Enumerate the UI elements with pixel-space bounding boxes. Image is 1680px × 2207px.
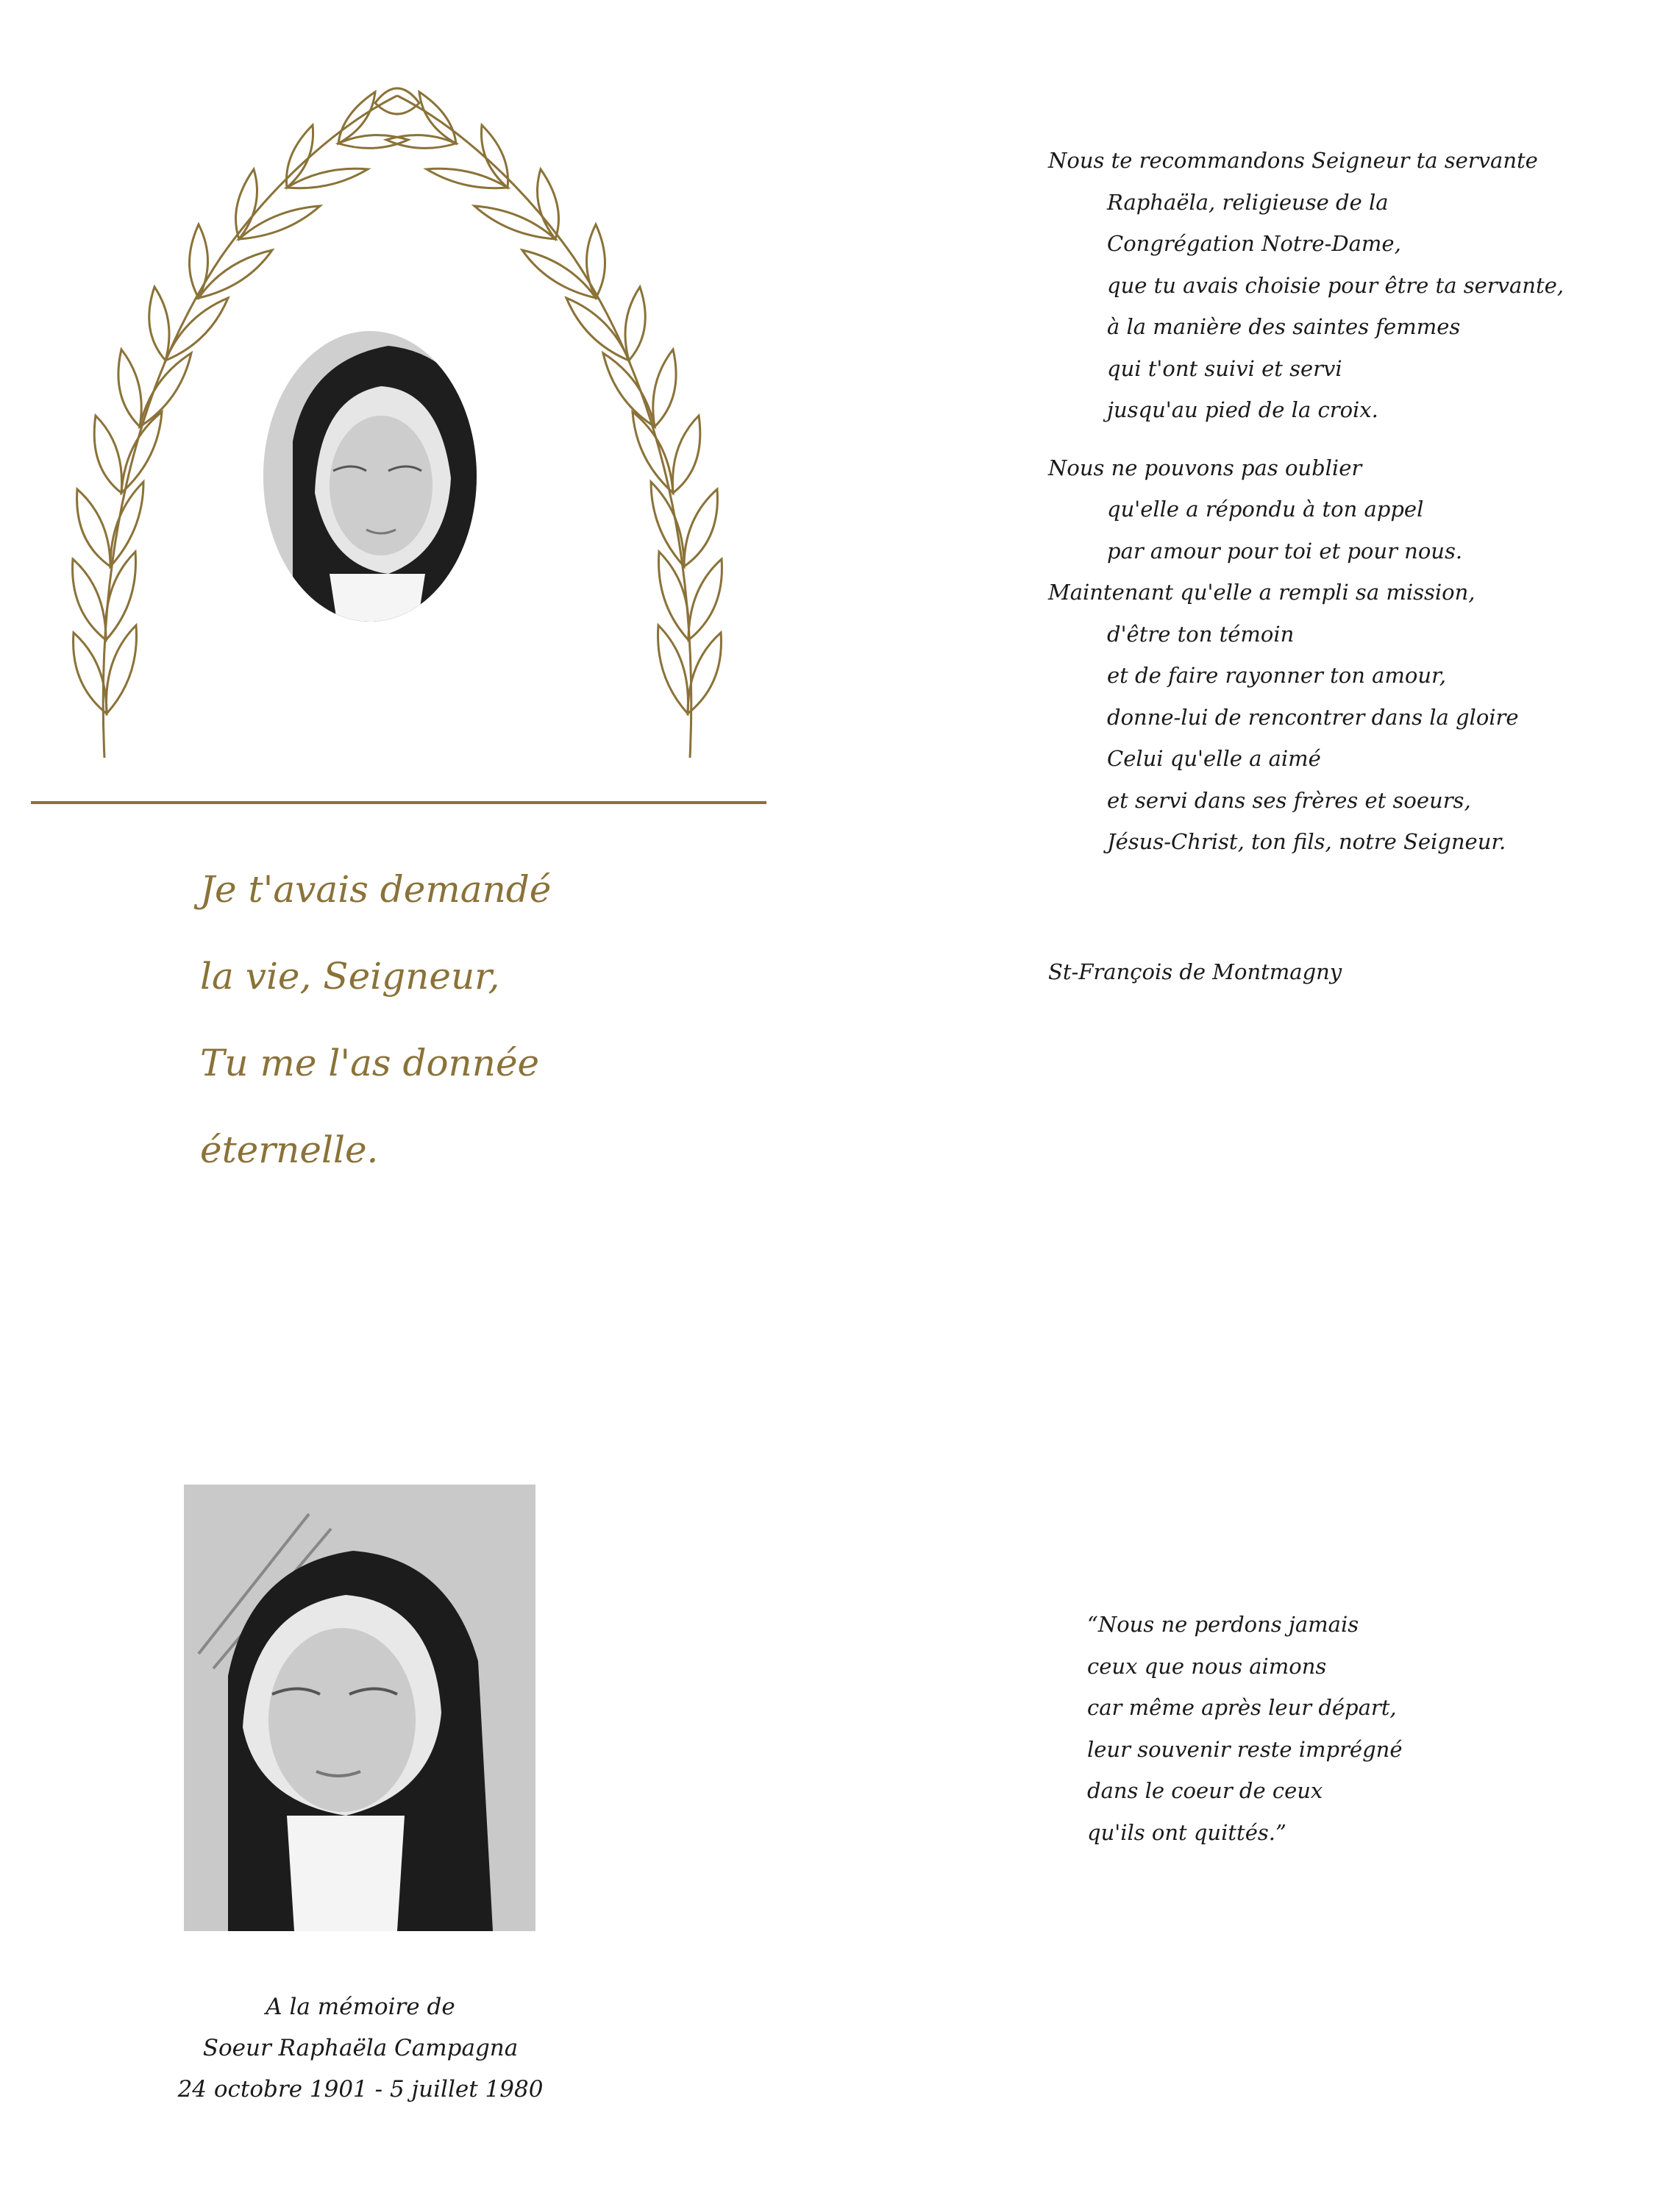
prayer-line: d'être ton témoin [1107, 621, 1295, 647]
quote-line: dans le coeur de ceux [1087, 1778, 1323, 1803]
prayer-line: Nous ne pouvons pas oublier [1048, 455, 1362, 480]
quote-line: car même après leur départ, [1087, 1695, 1397, 1720]
prayer-text [1048, 140, 1564, 992]
prayer-line: qu'elle a répondu à ton appel [1107, 497, 1424, 522]
quote-line: qu'ils ont quittés.” [1087, 1819, 1286, 1845]
prayer-stanza-2 [1048, 447, 1564, 572]
prayer-line: jusqu'au pied de la croix. [1107, 397, 1378, 422]
prayer-line: et de faire rayonner ton amour, [1107, 663, 1446, 688]
prayer-line: Jésus-Christ, ton fils, notre Seigneur. [1107, 829, 1506, 854]
oval-portrait-photo [263, 331, 477, 622]
prayer-line: Raphaëla, religieuse de la [1107, 189, 1389, 215]
gold-verse [200, 846, 551, 1193]
prayer-signature: St-François de Montmagny [1048, 959, 1342, 984]
prayer-stanza-3 [1048, 572, 1564, 863]
prayer-line: à la manière des saintes femmes [1107, 314, 1461, 339]
gold-divider-line [31, 801, 766, 804]
nun-portrait-image [263, 331, 477, 622]
rect-portrait-photo [184, 1485, 535, 1931]
verse-line-1: Je t'avais demandé [200, 868, 552, 911]
prayer-line: par amour pour toi et pour nous. [1107, 538, 1463, 564]
quote-line: “Nous ne perdons jamais [1087, 1612, 1359, 1637]
memorial-line-1: A la mémoire de [266, 1994, 455, 2020]
prayer-line: Celui qu'elle a aimé [1107, 746, 1321, 771]
deceased-name: Soeur Raphaëla Campagna [202, 2035, 519, 2061]
prayer-line: donne-lui de rencontrer dans la gloire [1107, 704, 1519, 730]
life-dates: 24 octobre 1901 - 5 juillet 1980 [177, 2076, 544, 2103]
verse-line-4: éternelle. [200, 1129, 379, 1171]
verse-line-3: Tu me l'as donnée [200, 1042, 540, 1084]
prayer-stanza-1 [1048, 140, 1564, 431]
prayer-line: Nous te recommandons Seigneur ta servante [1048, 148, 1538, 173]
prayer-line: que tu avais choisie pour être ta servante, [1107, 272, 1564, 298]
prayer-line: Maintenant qu'elle a rempli sa mission, [1048, 580, 1476, 605]
prayer-line: et servi dans ses frères et soeurs, [1107, 787, 1471, 813]
nun-portrait-image [184, 1485, 535, 1931]
prayer-line: Congrégation Notre-Dame, [1107, 231, 1401, 256]
front-card [0, 0, 809, 1206]
quote-text [1087, 1604, 1403, 1853]
quote-line: leur souvenir reste imprégné [1087, 1736, 1403, 1762]
verse-line-2: la vie, Seigneur, [200, 955, 500, 998]
memorial-caption [147, 1986, 574, 2110]
prayer-line: qui t'ont suivi et servi [1107, 355, 1342, 381]
quote-line: ceux que nous aimons [1087, 1653, 1327, 1679]
